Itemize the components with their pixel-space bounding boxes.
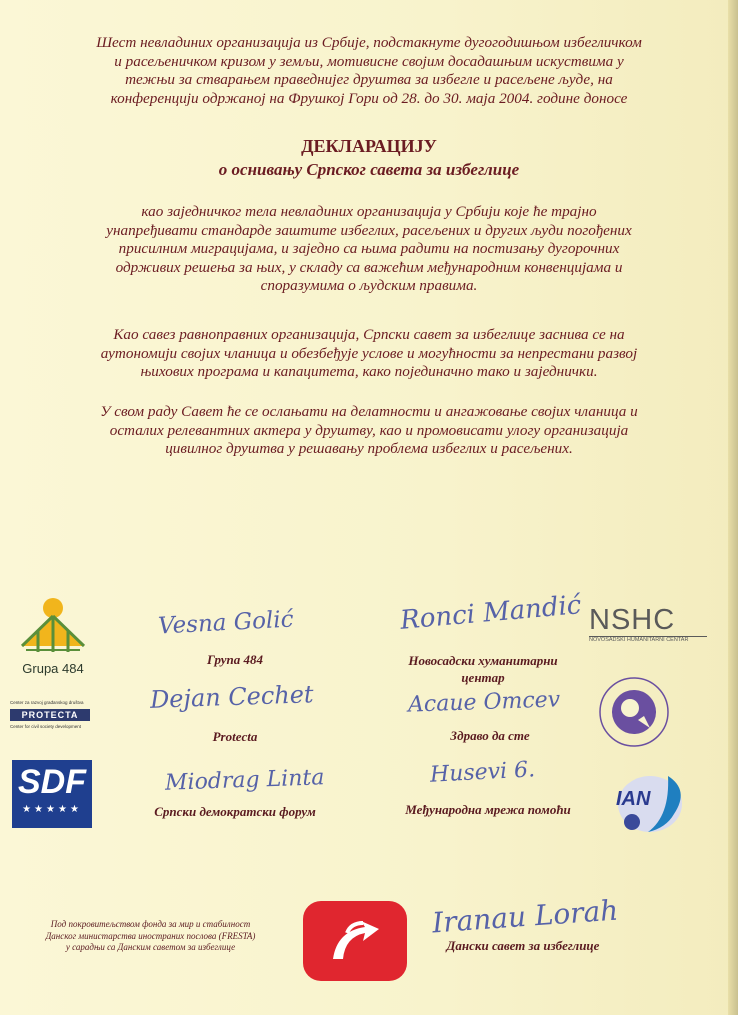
label-ian: Међународна мрежа помоћи <box>405 802 571 817</box>
signature-protecta: Dejan Cechet <box>149 680 315 714</box>
paragraph-line: њихових програма и капацитета, како појединачно тако и заједнички. <box>140 363 598 381</box>
signature-zdravo: Acaue Omcev <box>407 687 561 718</box>
protecta-caption-top: Center za razvoj građanskog društva <box>10 700 84 705</box>
sdf-stars-icon: ★★★★★ <box>22 804 82 815</box>
paragraph-3 <box>0 403 738 459</box>
signature-grupa484: Vesna Golić <box>157 606 295 640</box>
protecta-caption-bottom: Center for civil society development <box>10 724 82 729</box>
signature-novosadski: Ronci Mandić <box>399 590 583 636</box>
signature-ian: Husevi 6. <box>429 757 536 788</box>
grupa-484-logo <box>12 594 94 680</box>
label-sdf: Српски демократски форум <box>154 804 316 819</box>
signature-danski: Iranau Lorah <box>431 893 620 940</box>
sponsorship-footnote <box>28 919 273 954</box>
declaration-subtitle: о оснивању Српског савета за избеглице <box>218 160 520 179</box>
paragraph-line: У свом раду Савет ће се ослањати на делатности и ангажовање својих чланица и <box>100 403 638 420</box>
hi-neighbour-emblem-icon <box>598 676 670 748</box>
intro-line: Шест невладиних организација из Србије, подстакнуте дугогодишњом избегличком <box>96 34 642 51</box>
nshc-logo-text: NSHC <box>589 604 676 636</box>
ian-logo <box>608 770 690 836</box>
paragraph-line: осталих релевантних актера у друштву, као и промовисати улогу организација <box>109 421 629 439</box>
label-zdravo: Здраво да сте <box>450 728 530 743</box>
footnote-line: Под покровитељством фонда за мир и стабилност <box>50 919 251 929</box>
intro-line: конференцији одржаној на Фрушкој Гори од 28. до 30. маја 2004. године доносе <box>110 89 628 107</box>
grupa-484-emblem-icon <box>12 594 94 656</box>
label-danski: Дански савет за избеглице <box>446 938 600 953</box>
ian-logo-text: IAN <box>616 788 651 810</box>
intro-line: и расељеничком кризом у земљи, мотивисне својим досадашњим искуствима у <box>114 52 624 70</box>
protecta-logo <box>10 700 100 742</box>
fresta-arrow-icon <box>303 901 407 981</box>
fresta-logo <box>303 901 407 981</box>
paragraph-line: одрживих решења за њих, у складу са важећим међународним конвенцијама и <box>115 258 623 276</box>
protecta-logo-text: PROTECTA <box>10 709 90 721</box>
paragraph-2 <box>0 326 738 382</box>
paragraph-line: цивилног друштва у решавању проблема избеглих и расељених. <box>165 440 573 458</box>
paragraph-line: присилним миграцијама, и заједно са њима радити на постизању дугорочних <box>118 240 620 258</box>
paragraph-line: споразумима о људским правима. <box>260 277 478 295</box>
grupa-484-logo-text: Grupa 484 <box>22 661 84 676</box>
paragraph-1 <box>0 203 738 296</box>
paragraph-line: као заједничког тела невладиних организација у Србији које ће трајно <box>141 203 597 220</box>
footnote-line: Данског министарства иностраних послова (FRESTA) <box>45 930 256 941</box>
sdf-logo <box>12 760 92 828</box>
sdf-logo-text: SDF <box>18 763 86 801</box>
paragraph-line: Као савез равноправних организација, Српски савет за избеглице заснива се на <box>113 326 625 343</box>
intro-paragraph <box>0 34 738 108</box>
paragraph-line: унапређивати стандарде заштите избеглих, расељених и других људи погођених <box>106 221 632 239</box>
nshc-logo-subtext: NOVOSADSKI HUMANITARNI CENTAR <box>589 636 707 643</box>
label-line: Новосадски хуманитарни <box>408 653 558 668</box>
label-novosadski <box>398 652 568 686</box>
paragraph-line: аутономији својих чланица и обезбеђује услове и могућности за непрестани развој <box>100 344 638 362</box>
label-protecta: Protecta <box>212 729 258 744</box>
signature-sdf: Miodrag Linta <box>164 765 325 796</box>
zdravo-da-ste-logo <box>598 676 670 748</box>
nshc-logo <box>589 604 707 650</box>
label-line: центар <box>461 670 505 685</box>
declaration-title: ДЕКЛАРАЦИЈУ <box>301 136 437 156</box>
footnote-line: у сарадњи са Данским саветом за избеглице <box>65 942 236 952</box>
label-grupa484: Група 484 <box>206 652 264 667</box>
intro-line: тежњи за стварањем праведнијег друштва за избегле и расељене људе, на <box>125 71 613 89</box>
